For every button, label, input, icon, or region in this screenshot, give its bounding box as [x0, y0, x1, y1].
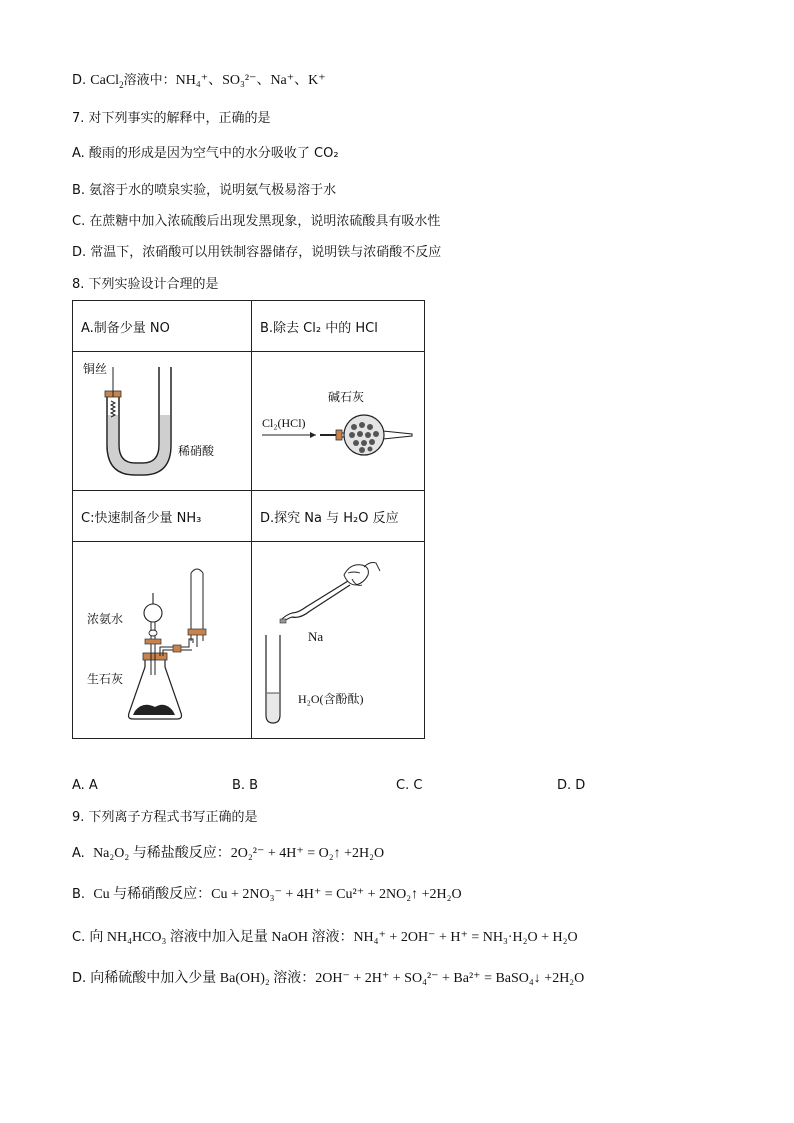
q7-option-a: A. 酸雨的形成是因为空气中的水分吸收了 CO₂ — [72, 146, 339, 161]
label-sodium: Na — [308, 629, 324, 644]
label-copper-wire: 铜丝 — [83, 362, 108, 376]
cell-a-caption: A.制备少量 NO — [73, 301, 252, 352]
apparatus-b — [252, 352, 425, 491]
q6-ions: NH₄⁺、SO₃²⁻、Na⁺、K⁺ — [175, 73, 326, 88]
label-dilute-nitric: 稀硝酸 — [178, 444, 215, 458]
q8-option-a: A. A — [72, 778, 98, 793]
q8-option-d: D. D — [557, 778, 586, 793]
cell-b-caption: B.除去 Cl₂ 中的 HCl — [252, 301, 425, 352]
apparatus-a — [73, 352, 252, 491]
q8-option-b: B. B — [232, 778, 259, 793]
apparatus-d — [252, 542, 425, 739]
label-quicklime: 生石灰 — [87, 672, 124, 686]
q7-stem: 7. 对下列事实的解释中，正确的是 — [72, 111, 271, 126]
q6-salt: CaCl$_2$ — [90, 73, 124, 90]
cell-c-caption: C:快速制备少量 NH₃ — [73, 491, 252, 542]
experiment-table — [72, 300, 425, 739]
label-conc-ammonia: 浓氨水 — [87, 612, 124, 626]
q9-option-b: B. Cu 与稀硝酸反应：Cu + 2NO₃⁻ + 4H⁺ = Cu²⁺ + 2NO₂↑ +2H₂O — [72, 887, 462, 902]
q9-option-d: D. 向稀硫酸中加入少量 Ba(OH)₂ 溶液：2OH⁻ + 2H⁺ + SO₄²⁻ + Ba²⁺ = BaSO₄↓ +2H₂O — [72, 971, 585, 986]
label-water: H₂O(含酚酞) — [298, 692, 364, 706]
q7-option-c: C. 在蔗糖中加入浓硫酸后出现发黑现象，说明浓硫酸具有吸水性 — [72, 214, 441, 229]
q7-option-d: D. 常温下，浓硝酸可以用铁制容器储存，说明铁与浓硝酸不反应 — [72, 245, 442, 260]
q7-option-b: B. 氨溶于水的喷泉实验，说明氨气极易溶于水 — [72, 183, 337, 198]
q9-stem: 9. 下列离子方程式书写正确的是 — [72, 810, 258, 825]
q6-option-d: D. CaCl$_2$溶液中：NH₄⁺、SO₃²⁻、Na⁺、K⁺ — [72, 73, 326, 90]
label-gas-in: Cl₂(HCl) — [262, 416, 306, 430]
q9-option-c: C. 向 NH₄HCO₃ 溶液中加入足量 NaOH 溶液：NH₄⁺ + 2OH⁻ + H⁺ = NH₃·H₂O + H₂O — [72, 930, 578, 945]
label-soda-lime: 碱石灰 — [328, 390, 365, 404]
apparatus-c — [73, 542, 252, 739]
q8-option-c: C. C — [396, 778, 423, 793]
q9-option-a: A. Na₂O₂ 与稀盐酸反应：2O₂²⁻ + 4H⁺ = O₂↑ +2H₂O — [72, 846, 385, 861]
q8-stem: 8. 下列实验设计合理的是 — [72, 277, 219, 292]
cell-d-caption: D.探究 Na 与 H₂O 反应 — [252, 491, 425, 542]
